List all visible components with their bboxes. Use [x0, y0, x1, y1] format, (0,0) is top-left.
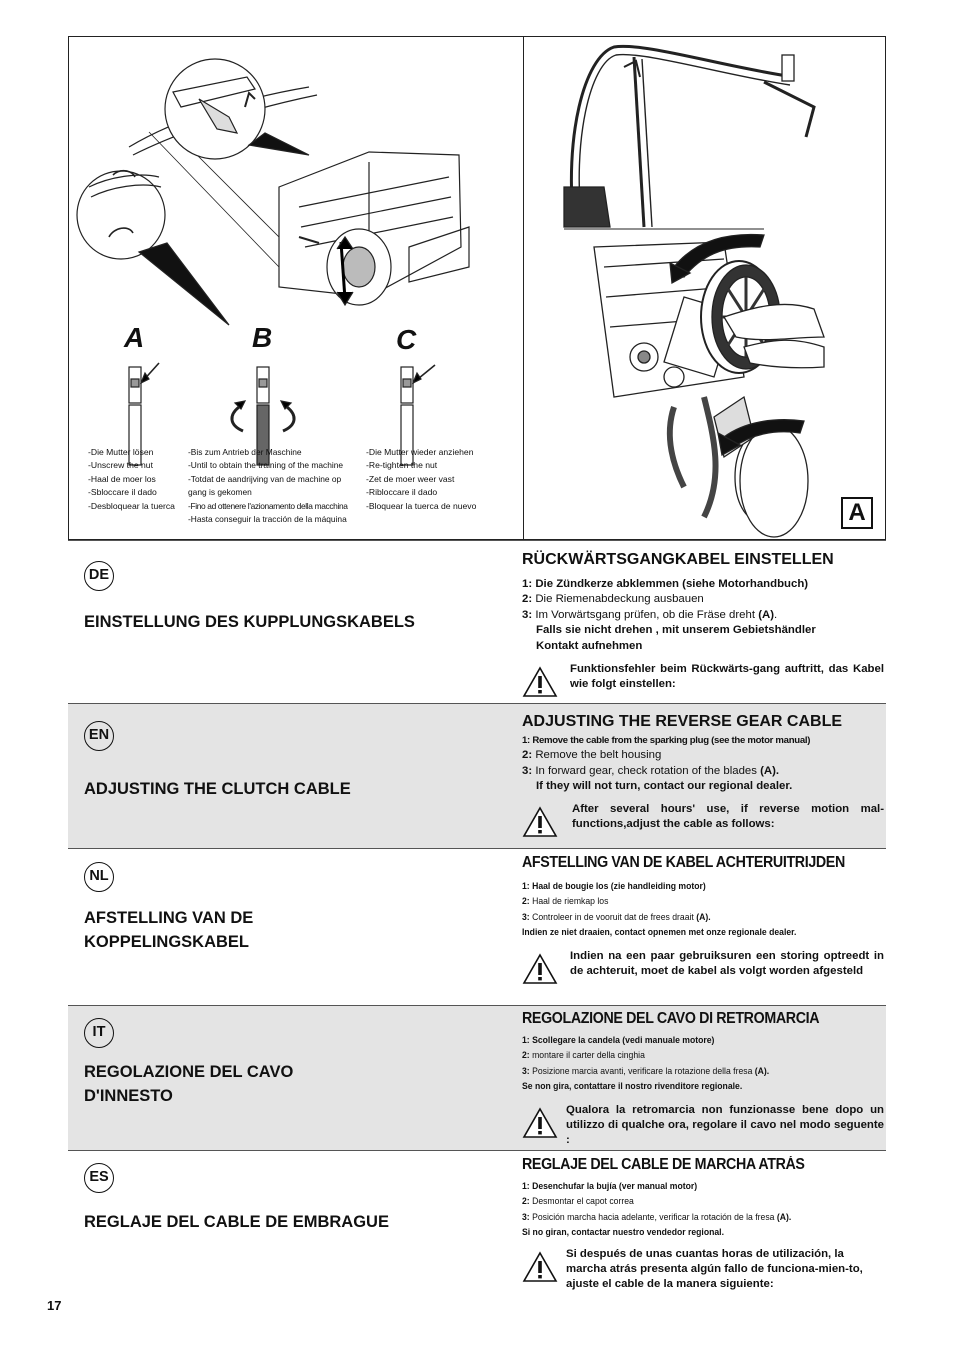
step-1: [522, 1179, 848, 1194]
reverse-cable-instructions: [522, 852, 884, 979]
warning-block: [522, 949, 884, 980]
section-it: [68, 1005, 886, 1151]
language-badge-es: ES: [84, 1163, 114, 1193]
clutch-cable-title: REGOLAZIONE DEL CAVO D'INNESTO: [84, 1063, 294, 1105]
step-1: [522, 577, 884, 592]
caption-retighten: [366, 446, 476, 513]
warning-text: Si después de unas cuantas horas de utilización, la marcha atrás presenta algún fallo de funciona-mien-to, ajuste el cable de la manera siguiente:: [566, 1247, 863, 1291]
figure-reference: (A).: [760, 764, 780, 777]
step-label-c: C: [396, 324, 417, 355]
clutch-cable-title: EINSTELLUNG DES KUPPLUNGSKABELS: [84, 613, 415, 631]
warning-text: Qualora la retromarcia non funzionasse bene dopo un utilizzo di qualche ora, regolare il cavo nel modo seguente :: [566, 1103, 884, 1147]
caption-line: -Re-tighten the nut: [366, 460, 438, 471]
clutch-cable-title: ADJUSTING THE CLUTCH CABLE: [84, 780, 351, 798]
step-3: [522, 764, 884, 779]
caption-line: -Die Mutter wieder anziehen: [366, 447, 474, 457]
step-1: [522, 879, 848, 894]
step-1: [522, 1033, 848, 1048]
figure-reference: (A).: [776, 1211, 792, 1223]
step-text: Remove the belt housing: [535, 749, 662, 762]
warning-block: [522, 1103, 884, 1149]
step-number: 2:: [522, 1196, 530, 1208]
step-text: Haal de riemkap los: [532, 896, 609, 908]
step-number: 3:: [522, 1065, 530, 1077]
step-number: 2:: [522, 896, 530, 908]
warning-block: [522, 802, 884, 833]
reverse-cable-instructions: [522, 1154, 884, 1293]
step-number: 2:: [522, 1050, 530, 1062]
step-3: [522, 608, 884, 623]
warning-icon: [522, 666, 558, 698]
caption-line: -Bis zum Antrieb der Maschine: [188, 447, 302, 457]
warning-icon: [522, 1251, 558, 1283]
step-note: Si no giran, contactar nuestro vendedor regional.: [522, 1227, 724, 1239]
step-2: [522, 748, 884, 763]
caption-line: -Fino ad ottenere l'azionamento della macchina: [188, 500, 348, 511]
section-es: [68, 1150, 886, 1300]
step-label-b: B: [252, 322, 273, 353]
step-number: 1:: [522, 1035, 530, 1046]
step-tail: .: [774, 608, 778, 621]
step-label-a: A: [124, 322, 145, 353]
step-text: Desenchufar la bujía (ver manual motor): [532, 1181, 698, 1192]
caption-line: -Desbloquear la tuerca: [88, 500, 175, 511]
step-number: 3:: [522, 764, 533, 777]
step-text: Controleer in de vooruit dat de frees draait: [532, 911, 697, 923]
warning-block: [522, 662, 884, 693]
figure-reference: (A).: [696, 911, 711, 923]
caption-line: -Sbloccare il dado: [88, 487, 157, 498]
step-2: [522, 592, 884, 607]
clutch-cable-title: AFSTELLING VAN DE KOPPELINGSKABEL: [84, 909, 254, 951]
language-badge-de: DE: [84, 561, 114, 591]
caption-line: -Zet de moer weer vast: [366, 473, 455, 484]
language-badge-it: IT: [84, 1018, 114, 1048]
section-nl: [68, 848, 886, 1006]
step-text: Die Zündkerze abklemmen (siehe Motorhandbuch): [535, 578, 809, 590]
figure-reference: (A): [758, 608, 774, 621]
caption-line: -Die Mutter lösen: [88, 447, 154, 457]
caption-unscrew: [88, 446, 175, 513]
step-number: 3:: [522, 608, 533, 621]
step-text: Posizione marcia avanti, verificare la rotazione della fresa: [532, 1065, 755, 1077]
figure-reference: (A).: [754, 1065, 770, 1077]
step-number: 2:: [522, 593, 533, 606]
step-number: 1:: [522, 881, 530, 892]
step-3: [522, 910, 848, 925]
caption-line: gang is gekomen: [188, 487, 252, 498]
step-note: Kontakt aufnehmen: [536, 639, 643, 652]
step-2: [522, 1048, 848, 1063]
language-badge-en: EN: [84, 721, 114, 751]
step-text: Die Riemenabdeckung ausbauen: [535, 593, 704, 606]
step-number: 3:: [522, 911, 530, 923]
warning-icon: [522, 953, 558, 985]
caption-line: -Bloquear la tuerca de nuevo: [366, 500, 477, 511]
step-text: montare il carter della cinghia: [532, 1050, 645, 1062]
caption-until-traction: [188, 446, 348, 526]
step-text: Remove the cable from the sparking plug (see the motor manual): [532, 735, 811, 746]
clutch-cable-title: REGLAJE DEL CABLE DE EMBRAGUE: [84, 1213, 389, 1231]
step-text: Im Vorwärtsgang prüfen, ob die Fräse dreht: [535, 608, 759, 621]
page-number: 17: [47, 1298, 62, 1313]
caption-line: -Unscrew the nut: [88, 460, 153, 471]
step-number: 2:: [522, 749, 533, 762]
step-number: 1:: [522, 1181, 530, 1192]
step-note: Falls sie nicht drehen , mit unserem Gebietshändler: [536, 624, 816, 637]
step-note: If they will not turn, contact our regional dealer.: [536, 780, 793, 793]
caption-line: -Hasta conseguir la tracción de la máquina: [188, 514, 347, 525]
figure-label-a: A: [841, 497, 873, 529]
step-text: Scollegare la candela (vedi manuale motore): [532, 1035, 715, 1046]
step-text: Haal de bougie los (zie handleiding motor): [532, 881, 706, 892]
section-de: [68, 540, 886, 704]
caption-line: -Until to obtain the training of the machine: [188, 460, 344, 471]
step-number: 1:: [522, 735, 530, 746]
reverse-cable-title: REGOLAZIONE DEL CAVO DI RETROMARCIA: [522, 1010, 820, 1027]
reverse-cable-instructions: [522, 549, 884, 693]
reverse-gear-illustration: [523, 36, 886, 540]
reverse-cable-title: RÜCKWÄRTSGANGKABEL EINSTELLEN: [522, 551, 834, 568]
step-3: [522, 1064, 848, 1079]
step-2: [522, 1194, 848, 1209]
reverse-cable-title: AFSTELLING VAN DE KABEL ACHTERUITRIJDEN: [522, 854, 845, 871]
tiller-drawing: [524, 37, 885, 539]
caption-line: -Ribloccare il dado: [366, 487, 438, 498]
language-badge-nl: NL: [84, 862, 114, 892]
caption-line: -Haal de moer los: [88, 473, 156, 484]
step-text: Posición marcha hacia adelante, verificar la rotación de la fresa: [532, 1211, 777, 1223]
step-3: [522, 1210, 848, 1225]
warning-text: Funktionsfehler beim Rückwärts-gang auftritt, das Kabel wie folgt einstellen:: [570, 663, 884, 691]
reverse-cable-instructions: [522, 711, 884, 832]
warning-icon: [522, 1107, 558, 1139]
step-text: Desmontar el capot correa: [532, 1196, 634, 1208]
step-note: Indien ze niet draaien, contact opnemen met onze regionale dealer.: [522, 927, 797, 939]
step-number: 1:: [522, 578, 533, 590]
step-2: [522, 894, 848, 909]
reverse-cable-instructions: [522, 1008, 884, 1149]
step-text: In forward gear, check rotation of the blades: [535, 764, 761, 777]
step-1: [522, 733, 884, 748]
section-en: [68, 703, 886, 849]
reverse-cable-title: ADJUSTING THE REVERSE GEAR CABLE: [522, 713, 843, 730]
warning-icon: [522, 806, 558, 838]
reverse-cable-title: REGLAJE DEL CABLE DE MARCHA ATRÁS: [522, 1156, 805, 1173]
step-number: 3:: [522, 1211, 530, 1223]
warning-text: Indien na een paar gebruiksuren een storing optreedt in de achteruit, moet de kabel als volgt worden afgesteld: [570, 949, 884, 978]
warning-block: [522, 1247, 884, 1293]
warning-text: After several hours' use, if reverse motion mal-functions,adjust the cable as follows:: [572, 802, 884, 831]
caption-line: -Totdat de aandrijving van de machine op: [188, 473, 342, 484]
step-note: Se non gira, contattare il nostro rivenditore regionale.: [522, 1081, 743, 1093]
